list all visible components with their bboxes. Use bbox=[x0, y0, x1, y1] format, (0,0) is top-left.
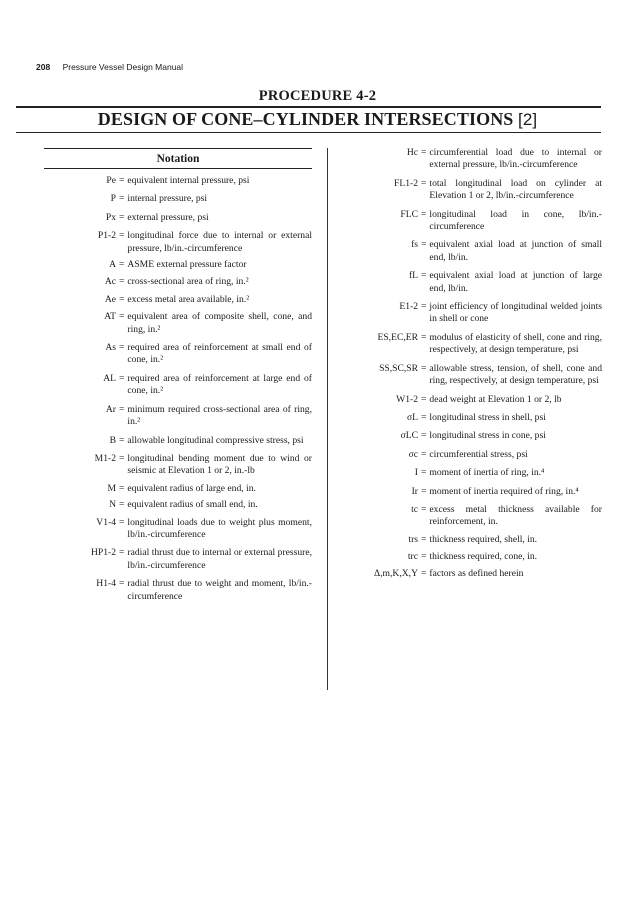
title-rule-bottom bbox=[16, 132, 601, 133]
procedure-label: PROCEDURE 4-2 bbox=[258, 88, 377, 104]
notation-right-column bbox=[340, 147, 602, 580]
notation-definition: allowable longitudinal compressive stress, psi bbox=[127, 434, 304, 446]
notation-symbol: σc bbox=[408, 448, 418, 460]
equals-sign: = bbox=[119, 434, 125, 446]
notation-entry bbox=[340, 412, 602, 424]
notation-definition: cross-sectional area of ring, in.² bbox=[127, 276, 249, 288]
notation-symbol: N bbox=[109, 499, 116, 511]
notation-definition: equivalent axial load at junction of large end, lb/in. bbox=[429, 270, 602, 294]
equals-sign: = bbox=[119, 230, 125, 242]
notation-symbol: σL bbox=[406, 411, 418, 423]
notation-entry bbox=[44, 276, 312, 288]
notation-entry bbox=[340, 332, 602, 357]
equals-sign: = bbox=[421, 177, 427, 189]
equals-sign: = bbox=[421, 239, 427, 251]
notation-symbol: V1-4 bbox=[96, 516, 116, 528]
notation-symbol: Ir bbox=[411, 485, 418, 497]
notation-definition: longitudinal loads due to weight plus moment, lb/in.-circumference bbox=[127, 516, 312, 540]
notation-symbol: M1-2 bbox=[94, 452, 116, 464]
notation-symbol: ES,EC,ER bbox=[377, 331, 418, 343]
equals-sign: = bbox=[421, 503, 427, 515]
notation-entry bbox=[340, 467, 602, 479]
notation-symbol: HP1-2 bbox=[90, 547, 116, 559]
notation-entry bbox=[340, 551, 602, 563]
notation-definition: equivalent area of composite shell, cone, and ring, in.² bbox=[127, 311, 312, 335]
notation-entry bbox=[340, 147, 602, 172]
notation-definition: dead weight at Elevation 1 or 2, lb bbox=[429, 393, 562, 405]
notation-definition: thickness required, cone, in. bbox=[429, 551, 538, 563]
notation-symbol: fL bbox=[408, 270, 418, 282]
equals-sign: = bbox=[119, 547, 125, 559]
notation-symbol: Ae bbox=[104, 293, 116, 305]
equals-sign: = bbox=[119, 259, 125, 271]
notation-entry bbox=[44, 578, 312, 603]
notation-symbol: Ar bbox=[105, 403, 116, 415]
equals-sign: = bbox=[421, 430, 427, 442]
notation-definition: excess metal thickness available for reinforcement, in. bbox=[429, 503, 602, 528]
column-divider bbox=[327, 148, 328, 690]
equals-sign: = bbox=[421, 331, 427, 343]
notation-symbol: A bbox=[109, 259, 116, 271]
equals-sign: = bbox=[421, 301, 427, 313]
notation-entry bbox=[44, 499, 312, 511]
equals-sign: = bbox=[119, 452, 125, 464]
notation-entry bbox=[44, 547, 312, 572]
notation-symbol: Δ,m,K,X,Y bbox=[373, 567, 418, 579]
notation-entry bbox=[340, 270, 602, 295]
notation-symbol: B bbox=[109, 434, 116, 446]
notation-definition: longitudinal force due to internal or external pressure, lb/in.-circumference bbox=[127, 230, 312, 254]
equals-sign: = bbox=[421, 533, 427, 545]
equals-sign: = bbox=[421, 147, 427, 158]
notation-entry bbox=[44, 342, 312, 367]
notation-symbol: Ac bbox=[104, 276, 116, 288]
page-number: 208 bbox=[36, 62, 51, 72]
notation-definition: allowable stress, tension, of shell, cone and ring, respectively, at design temperature, psi bbox=[429, 362, 602, 387]
notation-definition: moment of inertia of ring, in.⁴ bbox=[429, 467, 545, 479]
notation-symbol: W1-2 bbox=[396, 393, 418, 405]
equals-sign: = bbox=[119, 193, 125, 205]
equals-sign: = bbox=[119, 372, 125, 384]
notation-definition: minimum required cross-sectional area of ring, in.² bbox=[127, 403, 312, 428]
equals-sign: = bbox=[119, 578, 125, 590]
notation-definition: equivalent internal pressure, psi bbox=[127, 175, 250, 186]
notation-entry bbox=[340, 430, 602, 442]
notation-definition: factors as defined herein bbox=[429, 567, 524, 579]
notation-definition: ASME external pressure factor bbox=[127, 259, 247, 271]
equals-sign: = bbox=[119, 276, 125, 288]
notation-entry bbox=[44, 404, 312, 429]
notation-entry bbox=[44, 435, 312, 447]
notation-definition: longitudinal bending moment due to wind or seismic at Elevation 1 or 2, in.-lb bbox=[127, 452, 312, 477]
notation-definition: modulus of elasticity of shell, cone and ring, respectively, at design temperature, psi bbox=[429, 331, 602, 356]
notation-entry bbox=[340, 449, 602, 461]
equals-sign: = bbox=[119, 403, 125, 415]
equals-sign: = bbox=[421, 393, 427, 405]
notation-symbol: I bbox=[414, 467, 418, 479]
notation-definition: required area of reinforcement at large end of cone, in.² bbox=[127, 372, 312, 397]
notation-symbol: FL1-2 bbox=[394, 177, 418, 189]
notation-definition: moment of inertia required of ring, in.⁴ bbox=[429, 485, 579, 497]
notation-list-left bbox=[44, 175, 312, 603]
equals-sign: = bbox=[421, 551, 427, 563]
notation-symbol: H1-4 bbox=[96, 578, 116, 590]
equals-sign: = bbox=[421, 448, 427, 460]
section-title-reference: [2] bbox=[518, 110, 538, 129]
notation-definition: equivalent radius of small end, in. bbox=[127, 499, 258, 511]
equals-sign: = bbox=[119, 211, 125, 223]
equals-sign: = bbox=[119, 499, 125, 511]
notation-entry bbox=[44, 193, 312, 205]
notation-definition: equivalent axial load at junction of small end, lb/in. bbox=[429, 239, 602, 263]
book-title: Pressure Vessel Design Manual bbox=[62, 62, 184, 72]
notation-symbol: tc bbox=[411, 503, 418, 515]
notation-entry bbox=[44, 212, 312, 224]
notation-entry bbox=[340, 504, 602, 529]
notation-symbol: Px bbox=[105, 211, 116, 223]
notation-symbol: Hc bbox=[406, 147, 418, 158]
notation-definition: equivalent radius of large end, in. bbox=[127, 482, 256, 494]
notation-definition: excess metal area available, in.² bbox=[127, 293, 250, 305]
notation-symbol: fs bbox=[411, 239, 418, 251]
notation-entry bbox=[340, 239, 602, 264]
notation-symbol: trc bbox=[407, 551, 418, 563]
notation-left-column bbox=[44, 148, 312, 603]
notation-definition: external pressure, psi bbox=[127, 211, 209, 223]
notation-symbol: FLC bbox=[400, 208, 418, 220]
notation-definition: radial thrust due to weight and moment, lb/in.-circumference bbox=[127, 578, 312, 602]
notation-entry bbox=[340, 209, 602, 234]
notation-entry bbox=[44, 483, 312, 495]
notation-entry bbox=[44, 294, 312, 306]
notation-definition: longitudinal stress in cone, psi bbox=[429, 430, 546, 442]
notation-entry bbox=[44, 517, 312, 542]
notation-entry bbox=[340, 394, 602, 406]
notation-symbol: trs bbox=[408, 533, 418, 545]
notation-definition: internal pressure, psi bbox=[127, 193, 208, 205]
notation-definition: circumferential stress, psi bbox=[429, 448, 528, 460]
equals-sign: = bbox=[119, 175, 125, 186]
notation-entry bbox=[44, 453, 312, 478]
equals-sign: = bbox=[421, 208, 427, 220]
equals-sign: = bbox=[119, 482, 125, 494]
equals-sign: = bbox=[421, 362, 427, 374]
notation-entry bbox=[44, 259, 312, 271]
notation-symbol: P bbox=[110, 193, 116, 205]
equals-sign: = bbox=[421, 270, 427, 282]
equals-sign: = bbox=[119, 342, 125, 354]
notation-entry bbox=[340, 363, 602, 388]
notation-symbol: P1-2 bbox=[97, 230, 116, 242]
notation-symbol: SS,SC,SR bbox=[379, 362, 418, 374]
section-title-text: DESIGN OF CONE–CYLINDER INTERSECTIONS bbox=[97, 109, 514, 129]
equals-sign: = bbox=[119, 516, 125, 528]
notation-definition: longitudinal stress in shell, psi bbox=[429, 411, 546, 423]
notation-entry bbox=[340, 486, 602, 498]
notation-heading: Notation bbox=[44, 148, 312, 169]
notation-symbol: σLC bbox=[400, 430, 418, 442]
notation-entry bbox=[44, 175, 312, 187]
notation-symbol: As bbox=[105, 342, 116, 354]
equals-sign: = bbox=[421, 567, 427, 579]
equals-sign: = bbox=[421, 485, 427, 497]
equals-sign: = bbox=[119, 311, 125, 323]
notation-symbol: M bbox=[107, 482, 116, 494]
notation-definition: required area of reinforcement at small end of cone, in.² bbox=[127, 342, 312, 366]
notation-definition: longitudinal load in cone, lb/in.-circumference bbox=[429, 208, 602, 233]
notation-definition: joint efficiency of longitudinal welded joints in shell or cone bbox=[429, 301, 602, 325]
notation-entry bbox=[340, 568, 602, 580]
notation-definition: thickness required, shell, in. bbox=[429, 533, 538, 545]
notation-entry bbox=[44, 373, 312, 398]
notation-entry bbox=[340, 178, 602, 203]
notation-definition: circumferential load due to internal or external pressure, lb/in.-circumference bbox=[429, 147, 602, 171]
running-head bbox=[36, 62, 183, 72]
notation-definition: total longitudinal load on cylinder at Elevation 1 or 2, lb/in.-circumference bbox=[429, 177, 602, 202]
equals-sign: = bbox=[421, 467, 427, 479]
section-title bbox=[0, 109, 635, 130]
notation-list-right bbox=[340, 147, 602, 580]
notation-entry bbox=[44, 311, 312, 336]
notation-symbol: AL bbox=[103, 372, 116, 384]
notation-entry bbox=[340, 301, 602, 326]
notation-symbol: AT bbox=[104, 311, 116, 323]
notation-entry bbox=[44, 230, 312, 255]
notation-symbol: Pe bbox=[106, 175, 116, 186]
notation-definition: radial thrust due to internal or external pressure, lb/in.-circumference bbox=[127, 547, 312, 571]
notation-entry bbox=[340, 534, 602, 546]
equals-sign: = bbox=[421, 411, 427, 423]
title-rule-top bbox=[16, 106, 601, 108]
equals-sign: = bbox=[119, 293, 125, 305]
notation-symbol: E1-2 bbox=[399, 301, 418, 313]
